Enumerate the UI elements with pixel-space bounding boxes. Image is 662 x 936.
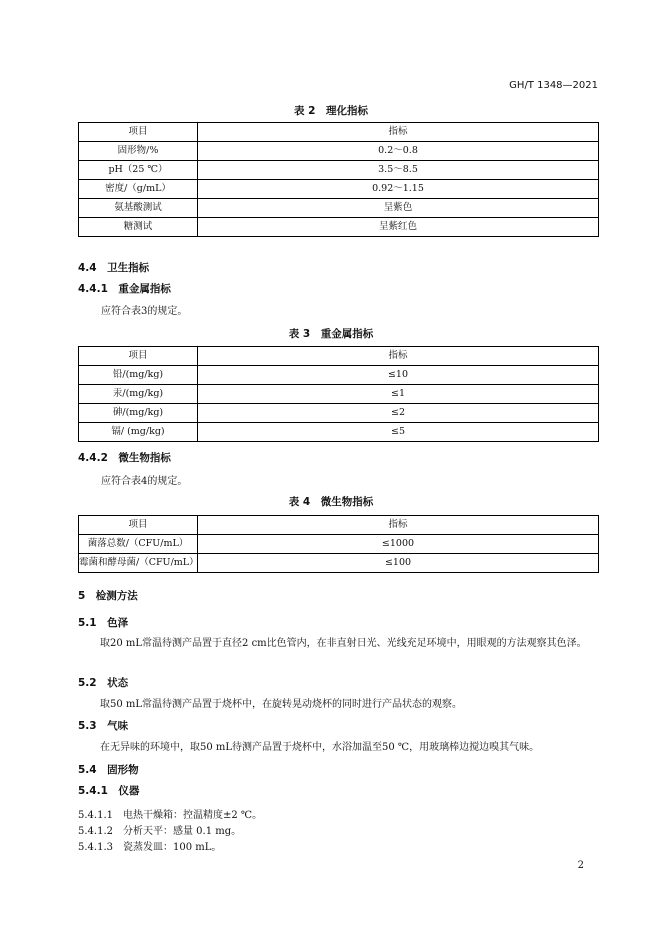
table4 (78, 515, 599, 573)
table2-caption: 表 2 理化指标 (294, 105, 368, 117)
list-item: 5.4.1.2 分析天平：感量 0.1 mg。 (78, 826, 242, 837)
table-cell: 霉菌和酵母菌/（CFU/mL） (79, 554, 198, 573)
section-4-4-1-title: 4.4.1 重金属指标 (78, 283, 171, 295)
section-5-4-1-title: 5.4.1 仪器 (78, 785, 140, 797)
table-header-cell: 指标 (198, 123, 599, 142)
table-cell: 固形物/% (79, 142, 198, 161)
table-header-row (79, 347, 599, 366)
table-row (79, 218, 599, 237)
table-cell: 密度/（g/mL） (79, 180, 198, 199)
table-cell: 呈紫色 (198, 199, 599, 218)
table3 (78, 346, 599, 442)
table-cell: 砷/(mg/kg) (79, 404, 198, 423)
table-header-cell: 项目 (79, 347, 198, 366)
table-row (79, 161, 599, 180)
table-cell: pH（25 ℃） (79, 161, 198, 180)
table-row (79, 180, 599, 199)
page-number: 2 (577, 860, 584, 871)
table-cell: ≤10 (198, 366, 599, 385)
section-4-4-2-text: 应符合表4的规定。 (101, 476, 188, 487)
table-header-row (79, 516, 599, 535)
table-cell: 氨基酸测试 (79, 199, 198, 218)
table3-caption: 表 3 重金属指标 (288, 328, 374, 340)
table-row (79, 385, 599, 404)
table-header-cell: 指标 (198, 347, 599, 366)
table-cell: 0.2～0.8 (198, 142, 599, 161)
table-cell: 镉/ (mg/kg) (79, 423, 198, 442)
table-cell: 3.5～8.5 (198, 161, 599, 180)
section-4-4-1-text: 应符合表3的规定。 (101, 306, 188, 317)
table-header-cell: 指标 (198, 516, 599, 535)
list-item: 5.4.1.1 电热干燥箱：控温精度±2 ℃。 (78, 810, 263, 821)
table-row (79, 554, 599, 573)
table-cell: ≤1 (198, 385, 599, 404)
table-cell: ≤5 (198, 423, 599, 442)
section-5-1-text: 取20 mL常温待测产品置于直径2 cm比色管内，在非直射日光、光线充足环境中，用眼观的方法观察其色泽。 (100, 638, 587, 649)
table-cell: 0.92～1.15 (198, 180, 599, 199)
table-header-cell: 项目 (79, 123, 198, 142)
table-cell: ≤1000 (198, 535, 599, 554)
section-4-4-2-title: 4.4.2 微生物指标 (78, 452, 171, 464)
table-row (79, 366, 599, 385)
table-header-cell: 项目 (79, 516, 198, 535)
table-row (79, 535, 599, 554)
section-5-3-text: 在无异味的环境中，取50 mL待测产品置于烧杯中，水浴加温至50 ℃，用玻璃棒边搅边嗅其气味。 (100, 742, 540, 753)
table4-caption: 表 4 微生物指标 (288, 496, 374, 508)
table-cell: 铅/(mg/kg) (79, 366, 198, 385)
table-cell: 汞/(mg/kg) (79, 385, 198, 404)
table-cell: ≤100 (198, 554, 599, 573)
section-5-4-title: 5.4 固形物 (78, 764, 139, 776)
table-header-row (79, 123, 599, 142)
section-5-title: 5 检测方法 (78, 590, 138, 602)
section-4-4-title: 4.4 卫生指标 (78, 262, 150, 274)
table-row (79, 142, 599, 161)
table2 (78, 122, 599, 237)
table-cell: 呈紫红色 (198, 218, 599, 237)
table-row (79, 404, 599, 423)
list-item: 5.4.1.3 瓷蒸发皿：100 mL。 (78, 842, 222, 853)
document-number: GH/T 1348—2021 (509, 80, 598, 91)
table-cell: 菌落总数/（CFU/mL） (79, 535, 198, 554)
section-5-2-title: 5.2 状态 (78, 677, 129, 689)
section-5-1-title: 5.1 色泽 (78, 617, 129, 629)
table-row (79, 199, 599, 218)
section-5-3-title: 5.3 气味 (78, 720, 129, 732)
table-row (79, 423, 599, 442)
table-cell: 糖测试 (79, 218, 198, 237)
table-cell: ≤2 (198, 404, 599, 423)
section-5-2-text: 取50 mL常温待测产品置于烧杯中，在旋转晃动烧杯的同时进行产品状态的观察。 (100, 699, 463, 710)
